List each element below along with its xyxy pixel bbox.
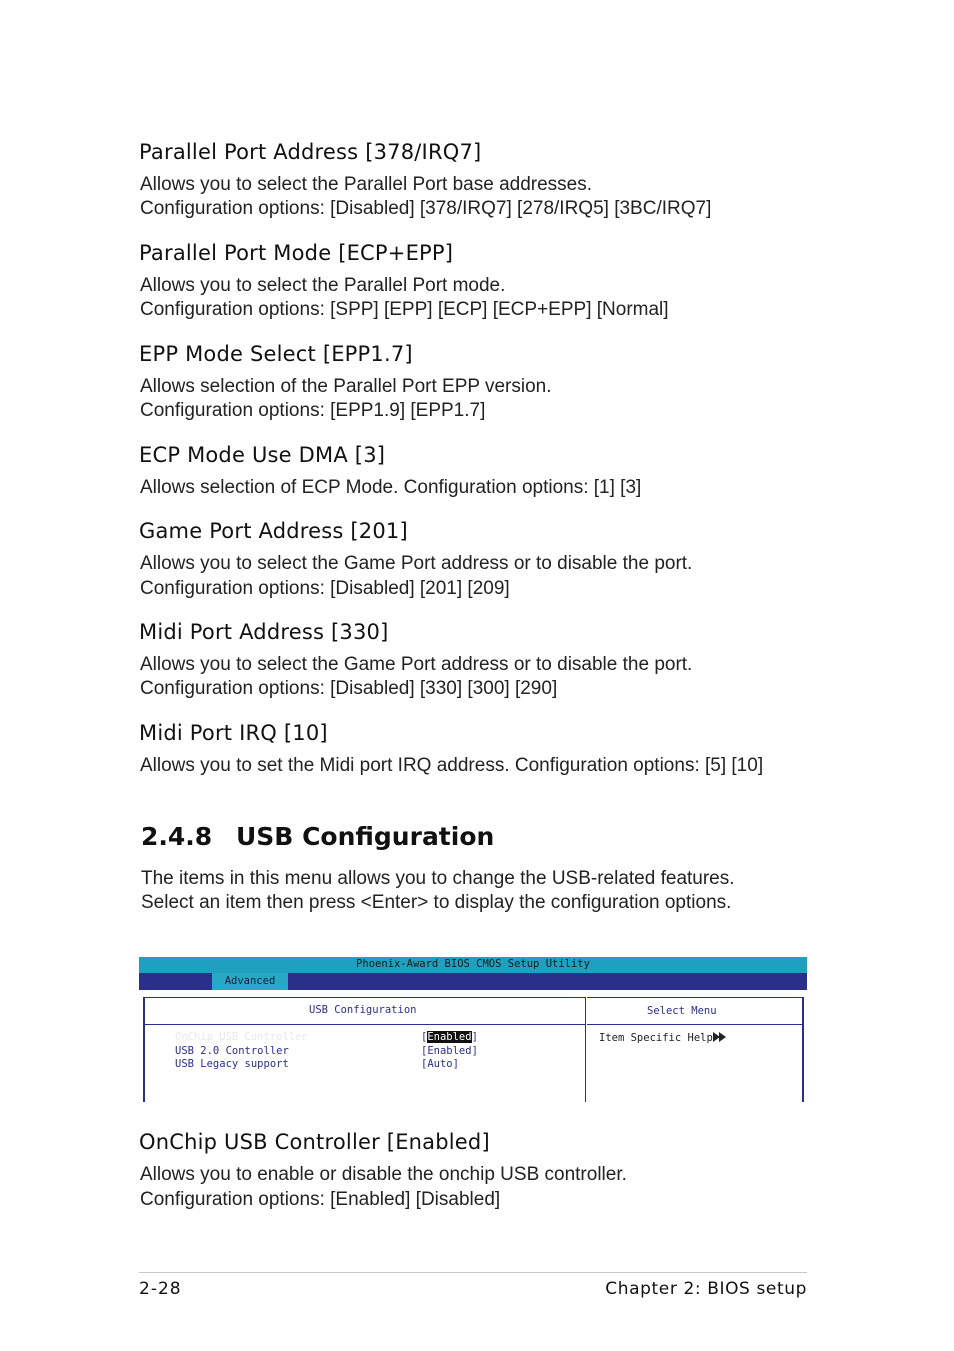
parallel-port-address-desc: Allows you to select the Parallel Port base addresses.: [140, 174, 593, 195]
midi-port-irq-desc: Allows you to set the Midi port IRQ address. Configuration options: [5] [10]: [140, 755, 764, 776]
usb-intro-line-2: Select an item then press <Enter> to display the configuration options.: [141, 892, 732, 913]
parallel-port-address-options: Configuration options: [Disabled] [378/IRQ7] [278/IRQ5] [3BC/IRQ7]: [140, 198, 712, 219]
bios-menu-bar: [139, 973, 807, 990]
bios-help-panel: [587, 997, 804, 1102]
bios-panel-divider: [145, 1024, 585, 1025]
game-port-address-options: Configuration options: [Disabled] [201] [209]: [140, 578, 510, 599]
bios-title-bar: [139, 957, 807, 973]
section-title-text: USB Configuration: [236, 822, 495, 851]
bios-help-title: Select Menu: [647, 1005, 717, 1017]
midi-port-address-heading: Midi Port Address [330]: [139, 620, 389, 644]
section-title: [141, 822, 494, 851]
bios-settings-panel: [143, 997, 586, 1102]
midi-port-irq-heading: Midi Port IRQ [10]: [139, 721, 328, 745]
onchip-usb-options: Configuration options: [Enabled] [Disabled]: [140, 1189, 501, 1210]
double-right-arrow-icon: [713, 1032, 727, 1042]
bios-item-label: USB Legacy support: [175, 1058, 289, 1070]
epp-mode-select-options: Configuration options: [EPP1.9] [EPP1.7]: [140, 400, 486, 421]
section-number: 2.4.8: [141, 822, 213, 851]
bios-item-label: OnChip USB Controller: [175, 1031, 308, 1043]
game-port-address-desc: Allows you to select the Game Port address or to disable the port.: [140, 553, 693, 574]
bios-help-label: Item Specific Help: [599, 1032, 713, 1044]
epp-mode-select-heading: EPP Mode Select [EPP1.7]: [139, 342, 413, 366]
tab-advanced[interactable]: Advanced: [212, 973, 288, 990]
ecp-mode-dma-heading: ECP Mode Use DMA [3]: [139, 443, 386, 467]
page-number: 2-28: [139, 1279, 182, 1299]
epp-mode-select-desc: Allows selection of the Parallel Port EPP version.: [140, 376, 552, 397]
bios-title: Phoenix-Award BIOS CMOS Setup Utility: [356, 958, 590, 970]
parallel-port-mode-heading: Parallel Port Mode [ECP+EPP]: [139, 241, 454, 265]
midi-port-address-options: Configuration options: [Disabled] [330] [300] [290]: [140, 678, 558, 699]
bios-item-value[interactable]: [Auto]: [421, 1058, 459, 1070]
chapter-label: Chapter 2: BIOS setup: [605, 1279, 807, 1299]
bios-item-value[interactable]: [Enabled]: [421, 1045, 478, 1057]
bios-item-value[interactable]: [Enabled]: [421, 1031, 478, 1043]
bios-item-label: USB 2.0 Controller: [175, 1045, 289, 1057]
onchip-usb-heading: OnChip USB Controller [Enabled]: [139, 1130, 490, 1154]
midi-port-address-desc: Allows you to select the Game Port address or to disable the port.: [140, 654, 693, 675]
bios-item-onchip-usb[interactable]: [175, 1031, 308, 1043]
bios-item-usb-legacy[interactable]: [175, 1058, 289, 1070]
bios-item-value-highlight: Enabled: [427, 1031, 472, 1043]
onchip-usb-desc: Allows you to enable or disable the onchip USB controller.: [140, 1164, 627, 1185]
parallel-port-mode-options: Configuration options: [SPP] [EPP] [ECP] [ECP+EPP] [Normal]: [140, 299, 669, 320]
parallel-port-mode-desc: Allows you to select the Parallel Port mode.: [140, 275, 506, 296]
bios-screenshot: [139, 957, 807, 1102]
ecp-mode-dma-desc: Allows selection of ECP Mode. Configuration options: [1] [3]: [140, 477, 642, 498]
bios-panel-title: USB Configuration: [309, 1004, 417, 1016]
usb-intro-line-1: The items in this menu allows you to change the USB-related features.: [141, 868, 735, 889]
bios-help-text: [599, 1032, 727, 1044]
parallel-port-address-heading: Parallel Port Address [378/IRQ7]: [139, 140, 482, 164]
game-port-address-heading: Game Port Address [201]: [139, 519, 408, 543]
bios-help-divider: [587, 1024, 802, 1025]
bios-item-usb20[interactable]: [175, 1045, 289, 1057]
footer-divider: [139, 1272, 807, 1273]
